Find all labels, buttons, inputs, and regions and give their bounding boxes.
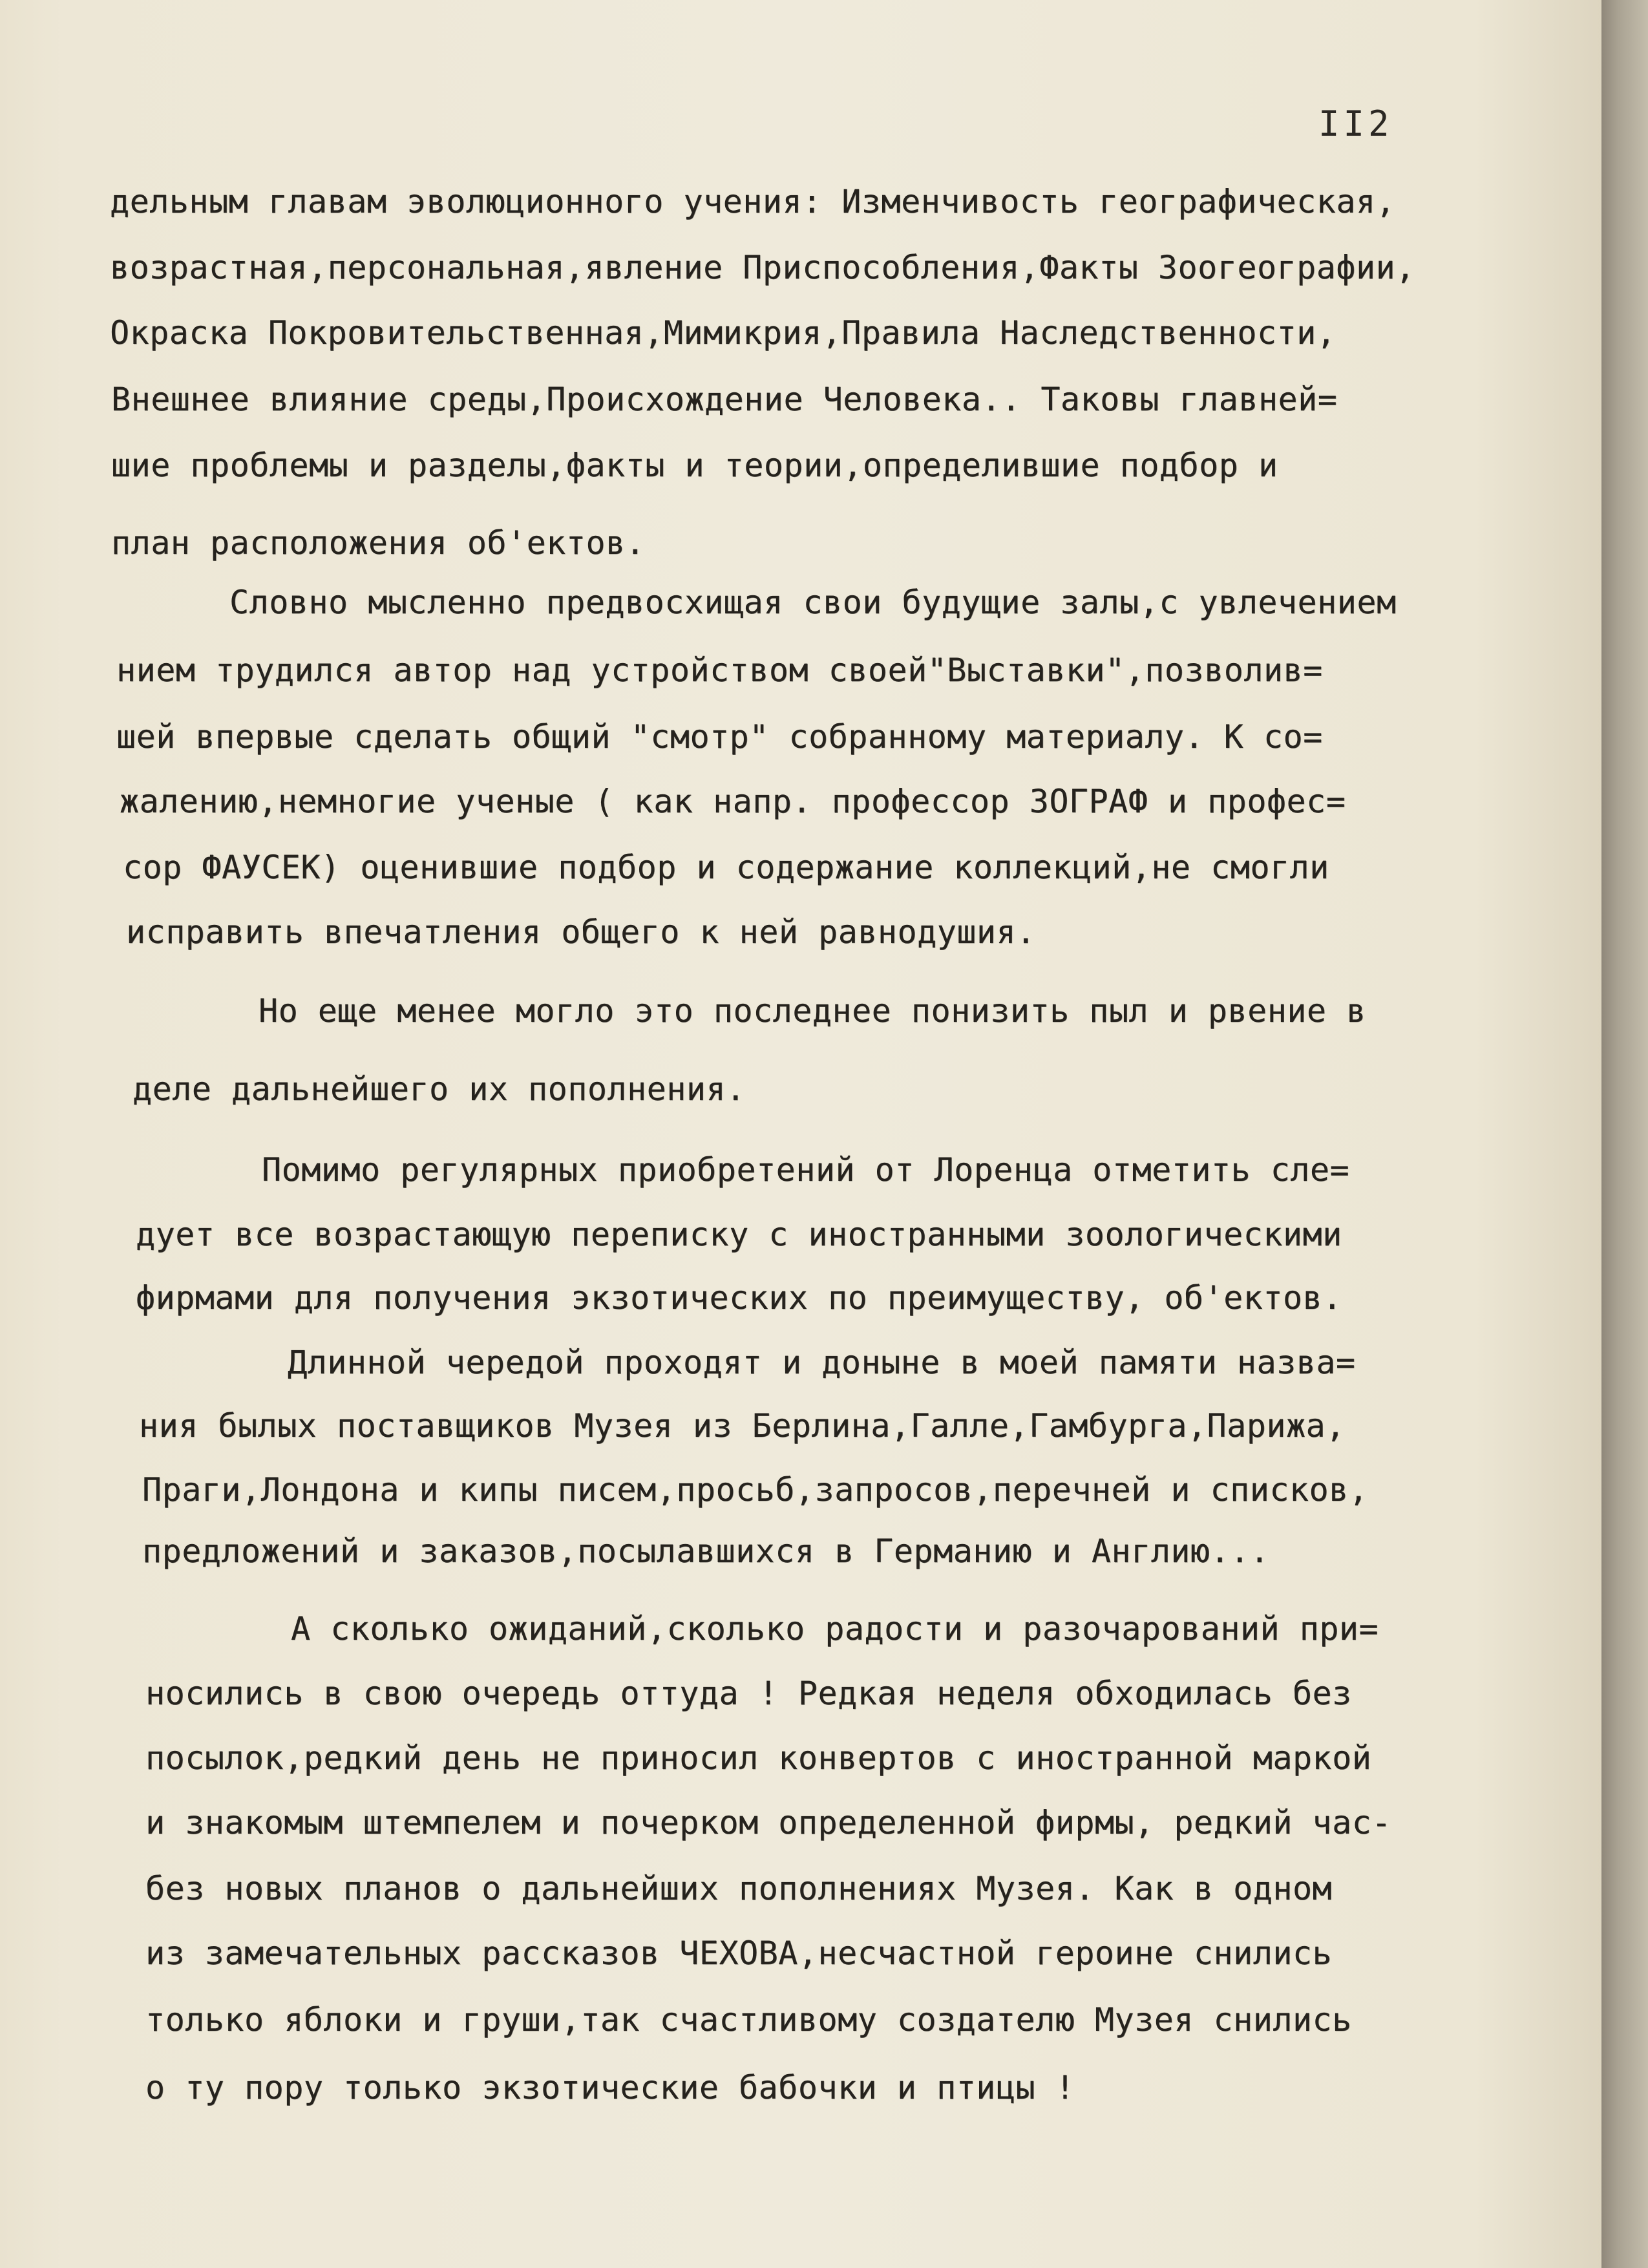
text-line-13: Но еще менее могло это последнее понизить пыл и рвение в	[259, 992, 1366, 1030]
text-line-8: нием трудился автор над устройством своей"Выставки",позволив=	[116, 652, 1323, 689]
text-line-1: дельным главам эволюционного учения: Изменчивость географическая,	[110, 183, 1396, 220]
text-line-7: Словно мысленно предвосхищая свои будущие залы,с увлечением	[229, 584, 1397, 621]
text-line-4: Внешнее влияние среды,Происхождение Человека.. Таковы главней=	[111, 381, 1338, 418]
text-line-2: возрастная,персональная,явление Приспособления,Факты Зоогеографии,	[110, 249, 1415, 286]
text-line-6: план расположения об'ектов.	[111, 524, 646, 562]
scanner-background-edge	[1601, 0, 1648, 2268]
text-line-28: только яблоки и груши,так счастливому создателю Музея снились	[145, 2001, 1352, 2039]
text-line-15: Помимо регулярных приобретений от Лоренца отметить сле=	[262, 1151, 1350, 1189]
text-line-5: шие проблемы и разделы,факты и теории,определившие подбор и	[111, 447, 1278, 484]
text-line-29: о ту пору только экзотические бабочки и птицы !	[145, 2069, 1075, 2106]
text-line-16: дует все возрастающую переписку с иностранными зоологическими	[136, 1216, 1342, 1253]
text-line-19: ния былых поставщиков Музея из Берлина,Галле,Гамбурга,Парижа,	[139, 1407, 1346, 1445]
text-line-20: Праги,Лондона и кипы писем,просьб,запросов,перечней и списков,	[142, 1471, 1369, 1509]
page-number: II2	[1318, 103, 1393, 144]
text-line-17: фирмами для получения экзотических по преимуществу, об'ектов.	[136, 1279, 1342, 1317]
text-line-23: носились в свою очередь оттуда ! Редкая неделя обходилась без	[145, 1675, 1352, 1712]
text-line-21: предложений и заказов,посылавшихся в Германию и Англию...	[142, 1532, 1270, 1570]
text-line-22: А сколько ожиданий,сколько радости и разочарований при=	[291, 1610, 1379, 1648]
text-line-3: Окраска Покровительственная,Мимикрия,Правила Наследственности,	[110, 314, 1336, 352]
text-line-12: исправить впечатления общего к ней равнодушия.	[126, 913, 1036, 951]
text-line-25: и знакомым штемпелем и почерком определенной фирмы, редкий час-	[145, 1804, 1391, 1841]
text-line-24: посылок,редкий день не приносил конвертов с иностранной маркой	[145, 1739, 1372, 1777]
text-line-26: без новых планов о дальнейших пополнениях Музея. Как в одном	[145, 1870, 1333, 1907]
text-line-10: жалению,немногие ученые ( как напр. профессор ЗОГРАФ и профес=	[120, 783, 1346, 820]
text-line-9: шей впервые сделать общий "смотр" собранному материалу. К со=	[116, 718, 1323, 756]
text-line-27: из замечательных рассказов ЧЕХОВА,несчастной героине снились	[145, 1934, 1333, 1972]
text-line-14: деле дальнейшего их пополнения.	[132, 1070, 746, 1108]
text-line-11: сор ФАУСЕК) оценившие подбор и содержание коллекций,не смогли	[123, 849, 1329, 886]
text-line-18: Длинной чередой проходят и доныне в моей памяти назва=	[288, 1344, 1356, 1381]
